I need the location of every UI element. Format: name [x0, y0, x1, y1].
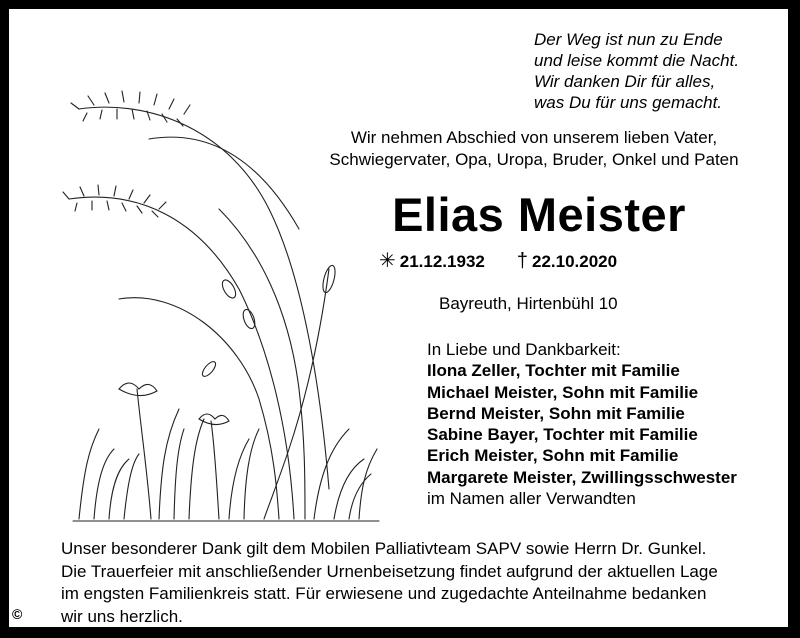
copyright-mark: © — [12, 606, 23, 622]
family-member: Ilona Zeller, Tochter mit Familie — [427, 361, 680, 381]
family-list — [427, 339, 737, 509]
life-dates — [379, 249, 617, 274]
poem-line: Wir danken Dir für alles, — [534, 72, 716, 91]
thanks-line: im engsten Familienkreis statt. Für erwiesene und zugedachte Anteilnahme bedanken — [61, 584, 707, 603]
poem-line: und leise kommt die Nacht. — [534, 51, 740, 70]
family-member: Margarete Meister, Zwillingsschwester — [427, 467, 737, 487]
intro-line: Wir nehmen Abschied von unserem lieben Vater, — [350, 128, 718, 147]
family-member: Bernd Meister, Sohn mit Familie — [427, 403, 685, 423]
deceased-name: Elias Meister — [392, 188, 686, 241]
family-member: Erich Meister, Sohn mit Familie — [427, 446, 679, 466]
birth-date: 21.12.1932 — [399, 252, 485, 271]
thanks-note — [61, 538, 791, 628]
birth-star-icon: ✳ — [379, 250, 396, 272]
family-member: Sabine Bayer, Tochter mit Familie — [427, 425, 698, 445]
thanks-line: wir uns herzlich. — [61, 606, 183, 626]
poem — [534, 29, 774, 113]
death-date: 22.10.2020 — [531, 252, 618, 271]
obituary-card — [9, 9, 788, 627]
poem-line: Der Weg ist nun zu Ende — [534, 30, 723, 49]
intro-line: Schwiegervater, Opa, Uropa, Bruder, Onkel und Paten — [329, 150, 739, 169]
residence: Bayreuth, Hirtenbühl 10 — [439, 294, 618, 313]
death-cross-icon: † — [516, 250, 528, 272]
family-outro: im Namen aller Verwandten — [427, 489, 636, 509]
thanks-line: Unser besonderer Dank gilt dem Mobilen Palliativteam SAPV sowie Herrn Dr. Gunkel. — [61, 539, 707, 558]
thanks-line: Die Trauerfeier mit anschließender Urnenbeisetzung findet aufgrund der aktuellen Lage — [61, 561, 718, 581]
family-member: Michael Meister, Sohn mit Familie — [427, 382, 699, 402]
farewell-intro — [304, 127, 764, 171]
family-intro: In Liebe und Dankbarkeit: — [427, 340, 621, 359]
poem-line: was Du für uns gemacht. — [534, 93, 723, 112]
